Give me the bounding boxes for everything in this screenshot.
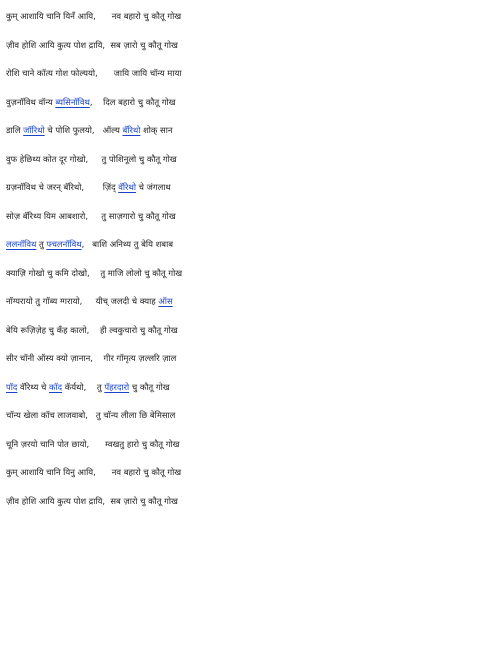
hyperlink-word[interactable]: पॅहरदारो (104, 381, 130, 392)
poem-line (0, 487, 490, 516)
poem-line (0, 116, 490, 145)
line-text: कुम् आशायि चानि यिनु आयि, नव बहारो चु कौतू गोख (6, 467, 182, 477)
line-text: क्याज़ि गोखो चु कमि दोखो, तु माजि लोलो चु कौतू गोख (6, 267, 183, 278)
line-text: चु कौतू गोख (129, 381, 170, 392)
line-text: सीर चॉनी ऑस्य क्यो ज़ानान, गीर गॉमृत्य ज़ल्लरि ज़ाल (6, 353, 177, 363)
hyperlink-word[interactable]: ब्यसिनॉविथ (55, 96, 90, 107)
poem-text-block (0, 2, 490, 515)
poem-line (0, 173, 490, 202)
line-text: चॉन्य खेला कॉच लाजवाबो, तु चॉन्य लीला छि बेमिसाल (6, 410, 176, 420)
hyperlink-word[interactable]: ऑस (158, 296, 173, 306)
poem-line (0, 373, 490, 402)
poem-line (0, 430, 490, 459)
line-text: रोशि चाने कॉत्य गोश फोल्ययो, जायि जायि चॉन्य माया (6, 68, 182, 78)
hyperlink-word[interactable]: ललनॉविथ (6, 239, 37, 249)
hyperlink-word[interactable]: फ्चलनॉविथ (46, 239, 82, 249)
line-text: डालि (6, 125, 24, 135)
line-text: कॅर्यथो, तु (62, 381, 105, 392)
line-text: वुज़नॉविथ वॉन्य (6, 96, 56, 107)
poem-line (0, 316, 490, 345)
poem-line (0, 287, 490, 316)
line-text: सोज़ बॅरिथ्य यिम आबशारो, तु साज़गारो चु कौतू गोख (6, 210, 176, 221)
hyperlink-word[interactable]: पॉद (6, 381, 18, 392)
line-text: , दिल बहारो चु कौतू गोख (89, 96, 176, 107)
poem-line (0, 259, 490, 288)
line-text: चूनि ज़रयो चानि पोत छायो, म्वखतु हारो चु कौतू गोख (6, 438, 180, 449)
line-text: ज़ीव होशि आयि कुत्य पोश द्रायि, सब ज़ारो चु कौतू गोख (6, 495, 178, 506)
line-text: वॅरिथ्य चे (17, 381, 50, 392)
hyperlink-word[interactable]: वॅरिथो (118, 182, 136, 192)
line-text: कुम् आशायि चानि यिनँ आयि, नव बहारो चु कौतू गोख (6, 11, 182, 21)
poem-line (0, 458, 490, 487)
poem-line (0, 31, 490, 60)
line-text: ग्रज़नॉविथ चे जरन् बॅरिथो, ज़िंद् (6, 182, 119, 192)
hyperlink-word[interactable]: बॅरिथो (122, 125, 141, 135)
line-text: चे जंगलाथ (136, 182, 171, 192)
line-text: चे पोशि फुलयो, ऑल्य (44, 125, 123, 135)
poem-line (0, 2, 490, 31)
poem-line (0, 59, 490, 88)
line-text: तु (36, 239, 47, 249)
line-text: शोक् सान (140, 125, 173, 135)
line-text: ज़ीव होशि आयि कुत्य पोश द्रायि, सब ज़ारो चु कौतू गोख (6, 39, 178, 50)
poem-line (0, 202, 490, 231)
poem-line (0, 344, 490, 373)
poem-line (0, 401, 490, 430)
hyperlink-word[interactable]: जॉरिथो (23, 125, 45, 135)
line-text: बेयि रूज़िज़ेह चु कँह कालो, ही ल्वकुचारो चु कौतू गोख (6, 324, 178, 335)
line-text: वुफ हेछिथ्य कोत दूर गोखो, तु पोशिनूलो चु कौतू गोख (6, 153, 177, 164)
poem-line (0, 88, 490, 117)
poem-line (0, 145, 490, 174)
poem-line (0, 230, 490, 259)
line-text: नॉग्यरायो तु गॉब्य ग्गरायो, यीच् जलदी चे क्याह (6, 296, 159, 306)
line-text: , बाशि अनिथ्य तु बेयि शबाब (81, 239, 174, 249)
hyperlink-word[interactable]: कॉद (49, 381, 63, 392)
